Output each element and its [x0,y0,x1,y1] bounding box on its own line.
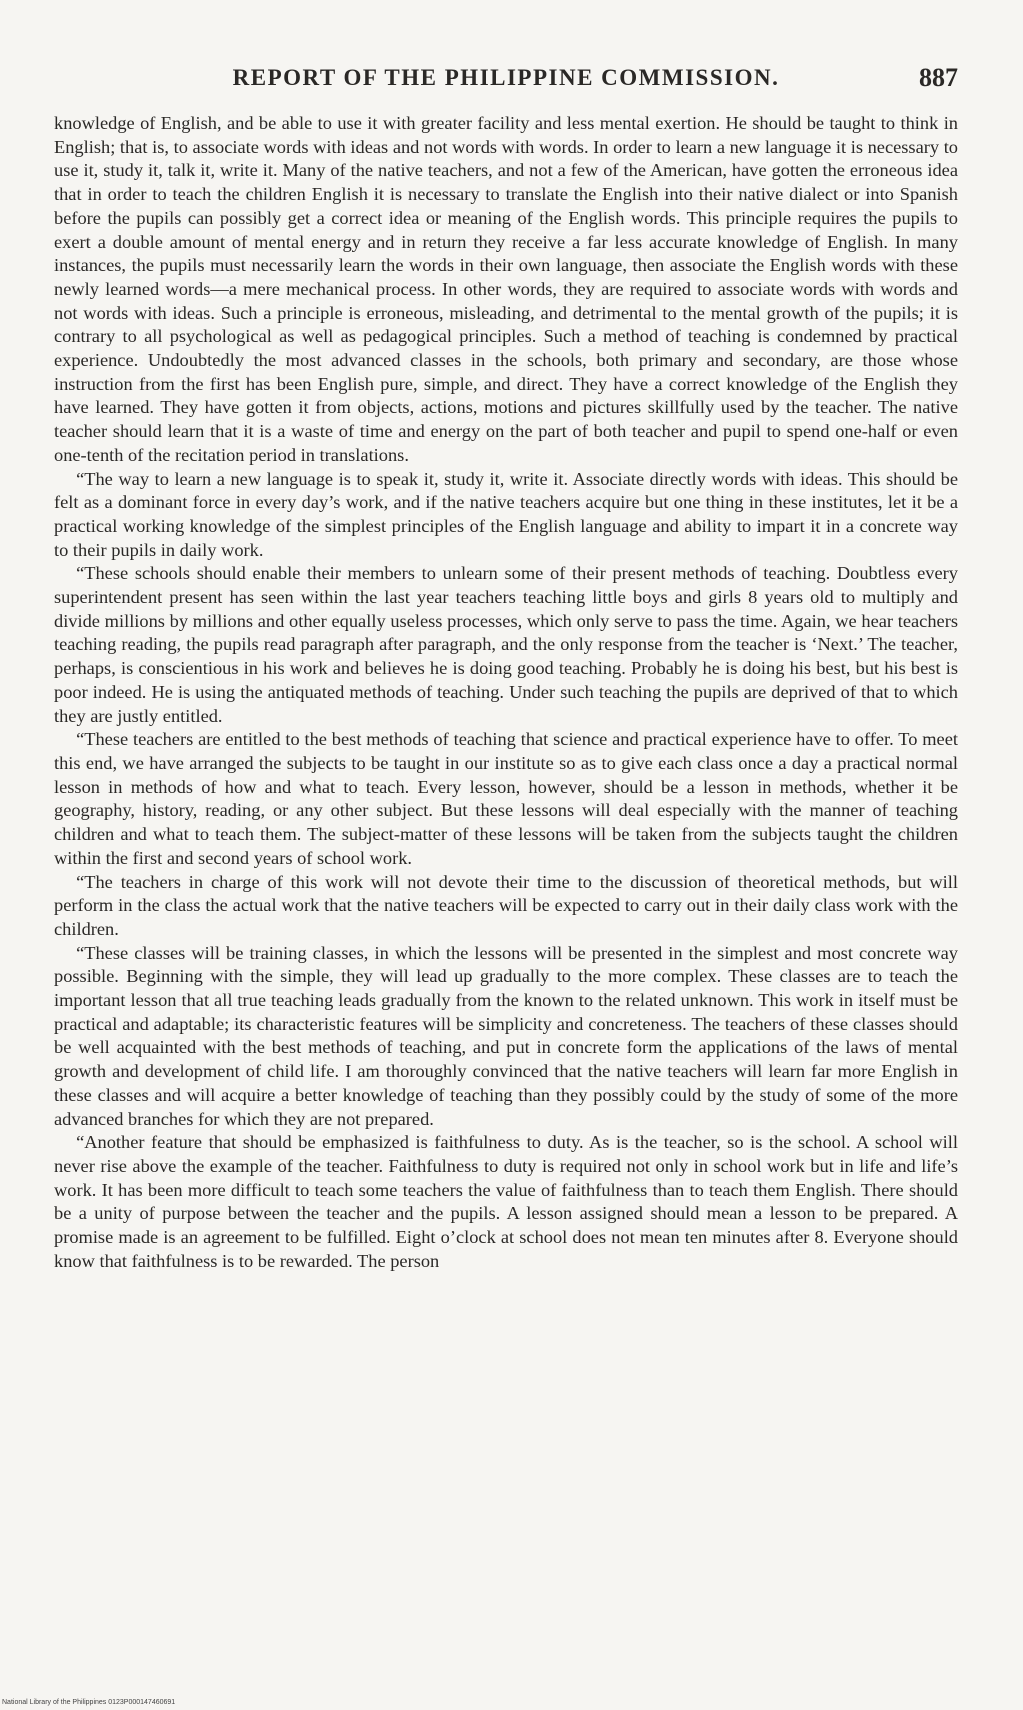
paragraph: “Another feature that should be emphasized is faithfulness to duty. As is the teacher, so is the school. A school will never rise above the example of the teacher. Faithfulness to duty is required not only in school work but in life and life’s work. It has been more difficult to teach some teachers the value of faithfulness than to teach them English. There should be a unity of purpose between the teacher and the pupils. A lesson assigned should mean a lesson to be prepared. A promise made is an agreement to be fulfilled. Eight o’clock at school does not mean ten minutes after 8. Everyone should know that faithfulness is to be rewarded. The person [54,1132,958,1271]
body-text [54,112,958,1273]
paragraph: “The way to learn a new language is to speak it, study it, write it. Associate directly words with ideas. This should be felt as a dominant force in every day’s work, and if the native teachers acquire but one thing in these institutes, let it be a practical working knowledge of the simplest principles of the English language and ability to impart it in a concrete way to their pupils in daily work. [54,468,958,560]
paragraph: “These schools should enable their members to unlearn some of their present methods of teaching. Doubtless every superintendent present has seen within the last year teachers teaching little boys and girls 8 years old to multiply and divide millions by millions and other equally useless processes, which only serve to pass the time. Again, we hear teachers teaching reading, the pupils read paragraph after paragraph, and the only response from the teacher is ‘Next.’ The teacher, perhaps, is conscientious in his work and believes he is doing good teaching. Probably he is doing his best, but his best is poor indeed. He is using the antiquated methods of teaching. Under such teaching the pupils are deprived of that to which they are justly entitled. [54,563,958,726]
paragraph: “These classes will be training classes, in which the lessons will be presented in the simplest and most concrete way possible. Beginning with the simple, they will lead up gradually to the more complex. These classes are to teach the important lesson that all true teaching leads gradually from the known to the related unknown. This work in itself must be practical and adaptable; its characteristic features will be simplicity and concreteness. The teachers of these classes should be well acquainted with the best methods of teaching, and put in concrete form the applications of the laws of mental growth and development of child life. I am thoroughly convinced that the native teachers will learn far more English in these classes and will acquire a better knowledge of teaching than they possibly could by the study of some of the more advanced branches for which they are not prepared. [54,942,958,1129]
paragraph: knowledge of English, and be able to use it with greater facility and less mental exertion. He should be taught to think in English; that is, to associate words with ideas and not words with words. In order to learn a new language it is necessary to use it, study it, talk it, write it. Many of the native teachers, and not a few of the American, have gotten the erroneous idea that in order to teach the children English it is necessary to translate the English into their native dialect or into Spanish before the pupils can possibly get a correct idea or meaning of the English words. This principle requires the pupils to exert a double amount of mental energy and in return they receive a far less accurate knowledge of English. In many instances, the pupils must necessarily learn the words in their own language, then associate the English words with these newly learned words—a mere mechanical process. In other words, they are required to associate words with words and not words with ideas. Such a principle is erroneous, misleading, and detrimental to the mental growth of the pupils; it is contrary to all psychological as well as pedagogical principles. Such a method of teaching is condemned by practical experience. Undoubtedly the most advanced classes in the schools, both primary and secondary, are those whose instruction from the first has been English pure, simple, and direct. They have a correct knowledge of the English they have learned. They have gotten it from objects, actions, motions and pictures skillfully used by the teacher. The native teacher should learn that it is a waste of time and energy on the part of both teacher and pupil to spend one-half or even one-tenth of the recitation period in translations. [54,113,958,465]
paragraph: “These teachers are entitled to the best methods of teaching that science and practical experience have to offer. To meet this end, we have arranged the subjects to be taught in our institute so as to give each class once a day a practical normal lesson in methods of how and what to teach. Every lesson, however, should be a lesson in methods, whether it be geography, history, reading, or any other subject. But these lessons will deal especially with the manner of teaching children and what to teach them. The subject-matter of these lessons will be taken from the subjects taught the children within the first and second years of school work. [54,729,958,868]
paragraph: “The teachers in charge of this work will not devote their time to the discussion of theoretical methods, but will perform in the class the actual work that the native teachers will be expected to carry out in their daily class work with the children. [54,871,958,939]
scan-credit: National Library of the Philippines 0123P000147460691 [2,1699,176,1706]
running-head: REPORT OF THE PHILIPPINE COMMISSION. [232,65,780,90]
page-header [54,58,958,98]
page-number: 887 [919,63,958,92]
